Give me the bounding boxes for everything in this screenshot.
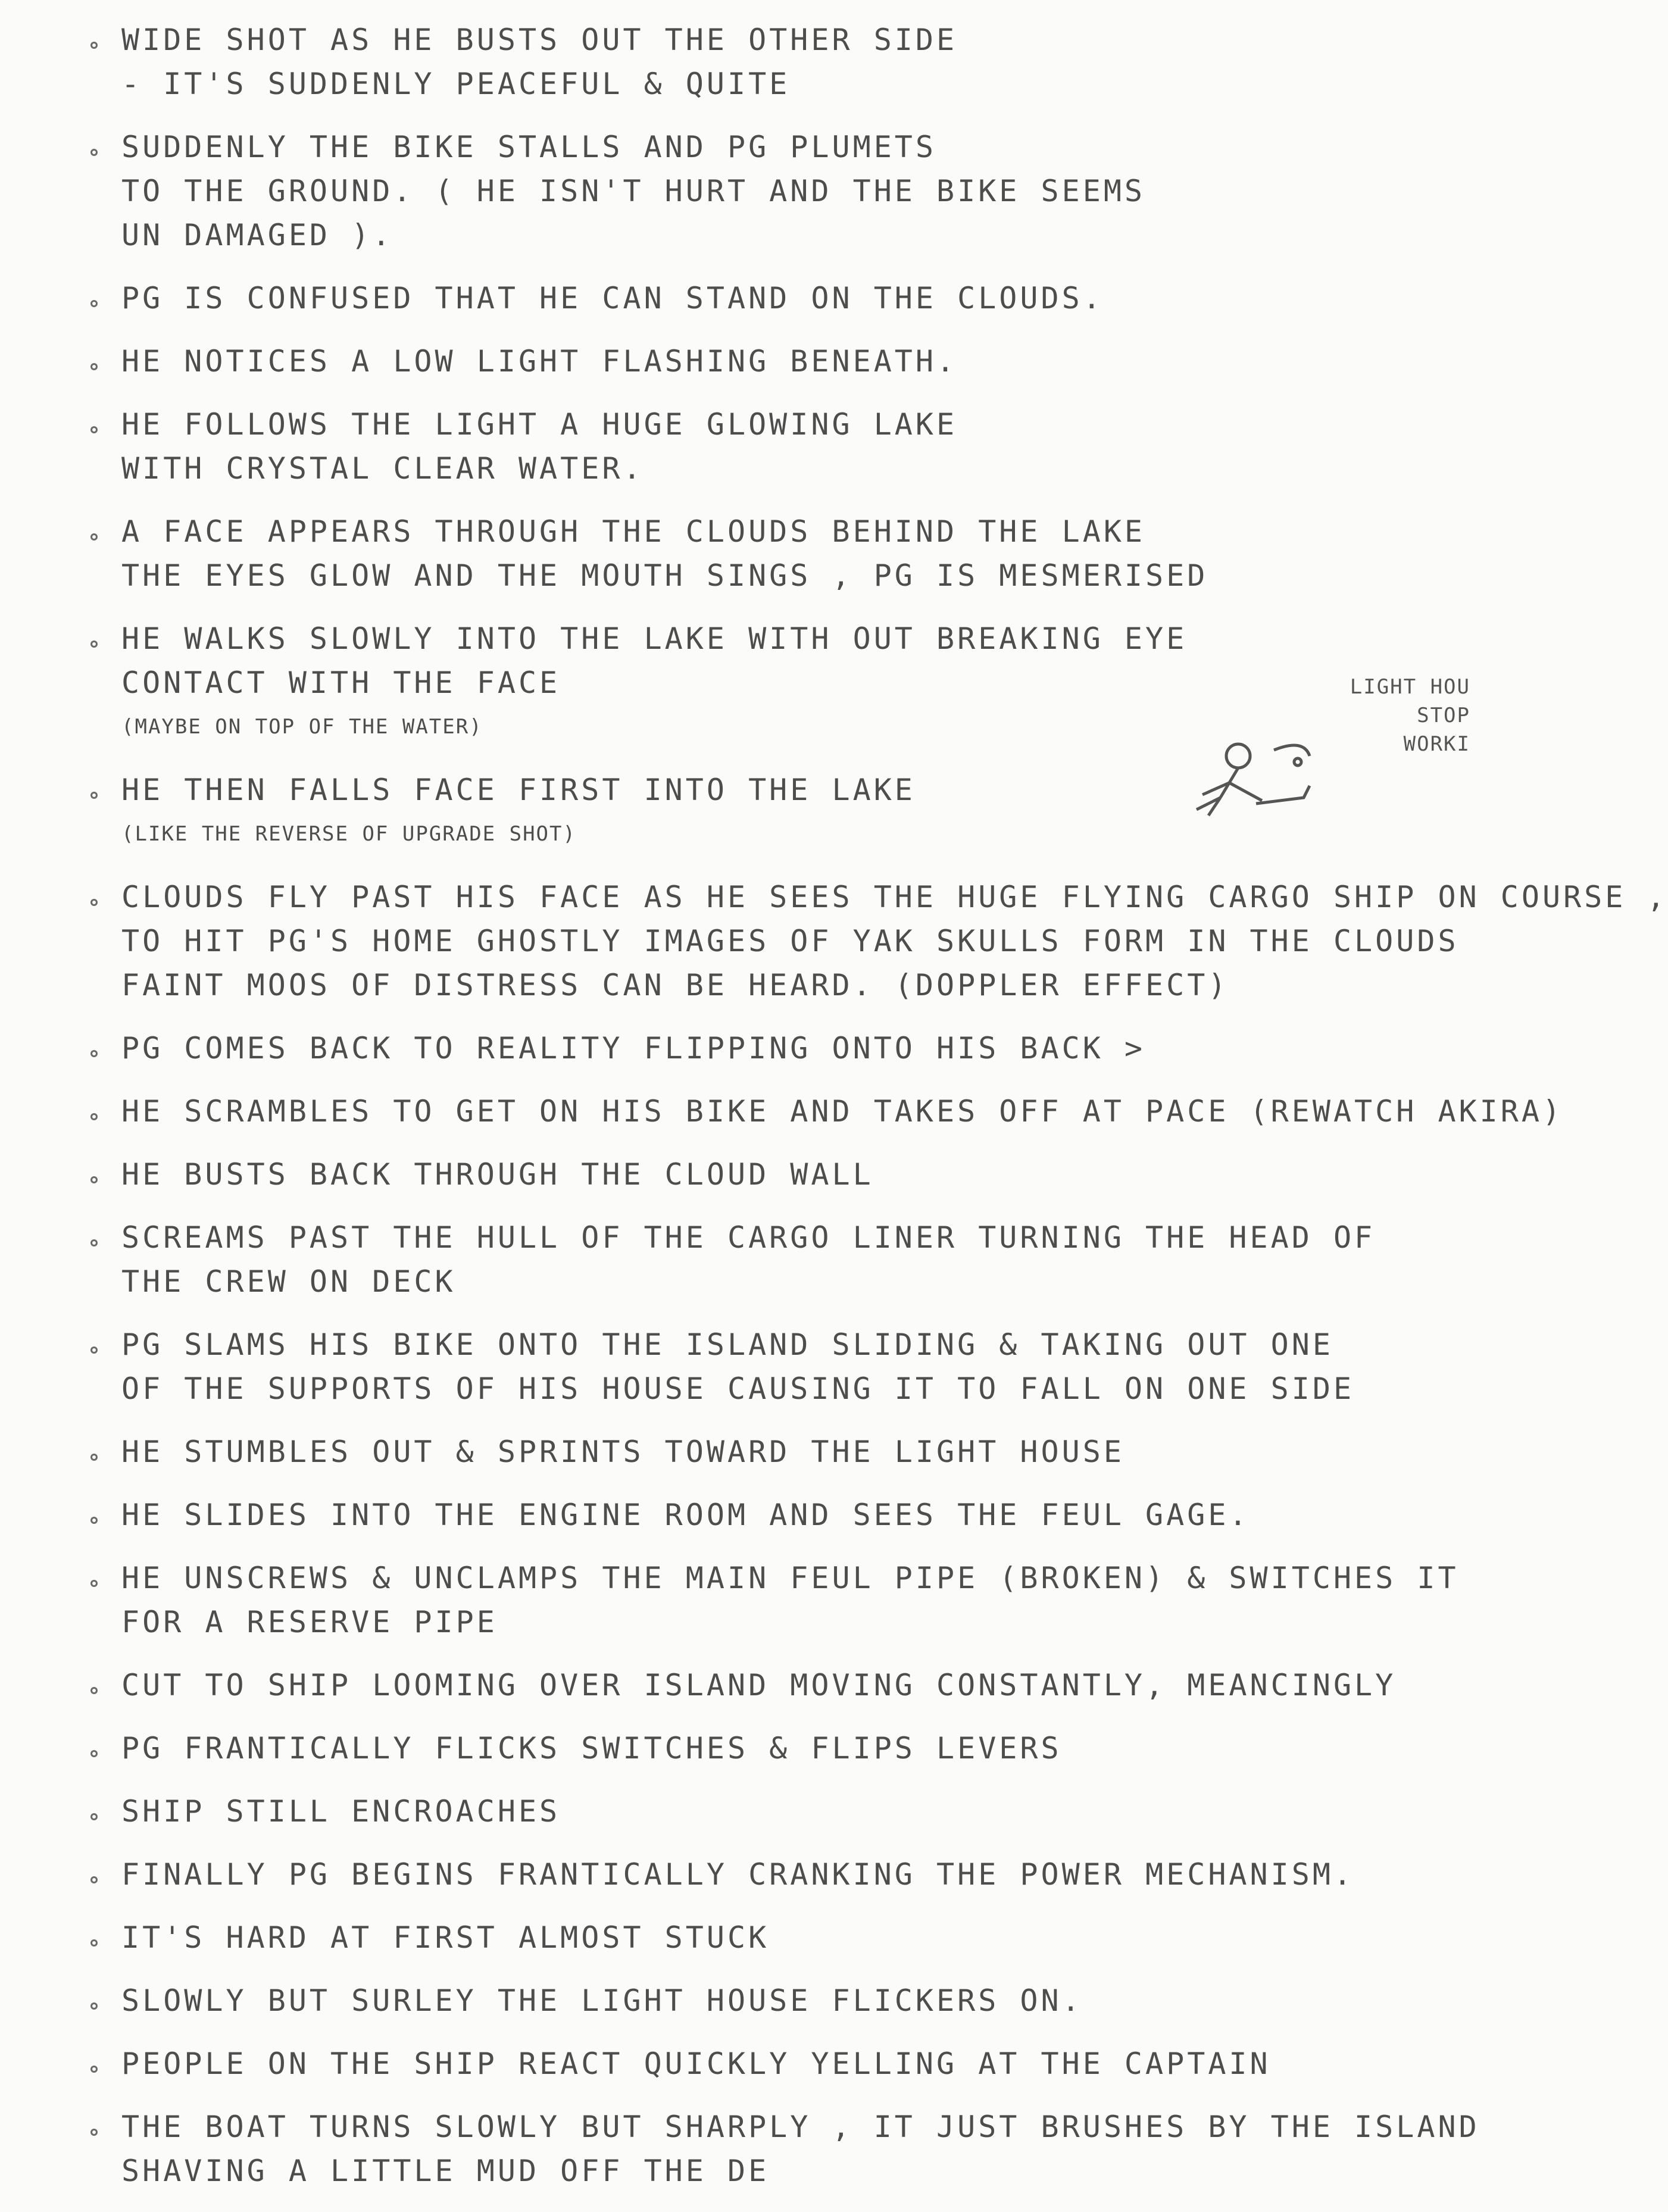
- bullet-point: [90, 1687, 98, 1694]
- note-line: IT'S HARD AT FIRST ALMOST STUCK: [121, 1920, 770, 1955]
- note-item: [83, 1430, 1453, 1474]
- note-item: [83, 2105, 1480, 2193]
- bullet-point: [90, 2002, 98, 2010]
- note-line: TO HIT PG'S HOME GHOSTLY IMAGES OF YAK SKULLS FORM IN THE CLOUDS: [121, 924, 1459, 958]
- note-item: [83, 1916, 1453, 1960]
- note-line: FOR A RESERVE PIPE: [121, 1605, 498, 1639]
- note-item: [83, 1323, 1453, 1411]
- note-line: FINALLY PG BEGINS FRANTICALLY CRANKING THE POWER MECHANISM.: [121, 1857, 1355, 1892]
- note-line: PG COMES BACK TO REALITY FLIPPING ONTO HIS BACK >: [121, 1031, 1146, 1066]
- note-line: HE WALKS SLOWLY INTO THE LAKE WITH OUT BREAKING EYE: [121, 621, 1188, 656]
- note-item: [83, 125, 1453, 257]
- bullet-point: [90, 1346, 98, 1354]
- note-item: [83, 617, 1453, 749]
- note-line: SHIP STILL ENCROACHES: [121, 1794, 561, 1829]
- note-item: [83, 875, 1668, 1007]
- note-item: [83, 339, 1453, 383]
- bullet-point: [90, 899, 98, 906]
- note-line: SHAVING A LITTLE MUD OFF THE DE: [121, 2154, 770, 2188]
- note-item: [83, 1216, 1453, 1304]
- note-line: PG FRANTICALLY FLICKS SWITCHES & FLIPS LEVERS: [121, 1731, 1062, 1766]
- note-line: WIDE SHOT AS HE BUSTS OUT THE OTHER SIDE: [121, 23, 958, 57]
- note-item: [83, 18, 1453, 106]
- stick-figure-sketch: [1185, 738, 1316, 824]
- note-aside: (LIKE THE REVERSE OF UPGRADE SHOT): [121, 822, 576, 846]
- bullet-point: [90, 1176, 98, 1183]
- note-line: HE BUSTS BACK THROUGH THE CLOUD WALL: [121, 1157, 874, 1192]
- note-item: [83, 1089, 1564, 1133]
- note-item: [83, 1152, 1453, 1196]
- bullet-point: [90, 1050, 98, 1057]
- note-item: [83, 510, 1453, 598]
- margin-note: LIGHT HOU STOP WORKI: [1350, 675, 1470, 756]
- note-aside: (MAYBE ON TOP OF THE WATER): [121, 715, 483, 739]
- note-line: PG IS CONFUSED THAT HE CAN STAND ON THE CLOUDS.: [121, 281, 1104, 315]
- note-item: [83, 2042, 1453, 2086]
- bullet-point: [90, 641, 98, 648]
- note-item: [83, 1556, 1459, 1644]
- note-item: [83, 1026, 1453, 1070]
- note-line: HE SLIDES INTO THE ENGINE ROOM AND SEES THE FEUL GAGE.: [121, 1498, 1250, 1532]
- bullet-point: [90, 1750, 98, 1757]
- note-line: HE STUMBLES OUT & SPRINTS TOWARD THE LIGHT HOUSE: [121, 1435, 1125, 1469]
- bullet-point: [90, 533, 98, 540]
- bullet-point: [90, 300, 98, 307]
- note-line: - IT'S SUDDENLY PEACEFUL & QUITE: [121, 67, 791, 101]
- bullet-point: [90, 149, 98, 156]
- note-line: THE EYES GLOW AND THE MOUTH SINGS , PG IS MESMERISED: [121, 558, 1208, 593]
- note-line: TO THE GROUND. ( HE ISN'T HURT AND THE BIKE SEEMS: [121, 174, 1146, 208]
- bullet-point: [90, 363, 98, 370]
- note-line: A FACE APPEARS THROUGH THE CLOUDS BEHIND THE LAKE: [121, 514, 1146, 549]
- bullet-point: [90, 426, 98, 433]
- note-line: HE THEN FALLS FACE FIRST INTO THE LAKE: [121, 773, 916, 807]
- bullet-point: [90, 1113, 98, 1120]
- note-item: [83, 276, 1453, 320]
- note-item: [83, 1726, 1453, 1770]
- bullet-point: [90, 1939, 98, 1947]
- note-line: WITH CRYSTAL CLEAR WATER.: [121, 451, 644, 486]
- bullet-point: [90, 1813, 98, 1820]
- note-line: SLOWLY BUT SURLEY THE LIGHT HOUSE FLICKERS ON.: [121, 1983, 1083, 2018]
- note-line: PG SLAMS HIS BIKE ONTO THE ISLAND SLIDING & TAKING OUT ONE: [121, 1327, 1333, 1362]
- bullet-point: [90, 1876, 98, 1883]
- note-item: [83, 1493, 1453, 1537]
- note-line: CLOUDS FLY PAST HIS FACE AS HE SEES THE HUGE FLYING CARGO SHIP ON COURSE ,: [121, 880, 1668, 914]
- bullet-point: [90, 1239, 98, 1246]
- note-item: [83, 402, 1453, 490]
- bullet-point: [90, 1580, 98, 1587]
- note-line: HE SCRAMBLES TO GET ON HIS BIKE AND TAKES OFF AT PACE (REWATCH AKIRA): [121, 1094, 1564, 1129]
- note-line: OF THE SUPPORTS OF HIS HOUSE CAUSING IT TO FALL ON ONE SIDE: [121, 1371, 1355, 1406]
- bullet-point: [90, 42, 98, 49]
- bullet-point: [90, 1517, 98, 1524]
- note-item: [83, 1852, 1453, 1897]
- storyboard-notes: [83, 18, 1668, 2212]
- note-item: [83, 1663, 1453, 1707]
- bullet-point: [90, 1454, 98, 1461]
- bullet-point: [90, 2129, 98, 2136]
- note-line: SUDDENLY THE BIKE STALLS AND PG PLUMETS: [121, 130, 936, 164]
- note-line: UN DAMAGED ).: [121, 218, 393, 252]
- note-line: FAINT MOOS OF DISTRESS CAN BE HEARD. (DOPPLER EFFECT): [121, 968, 1229, 1002]
- note-line: THE BOAT TURNS SLOWLY BUT SHARPLY , IT JUST BRUSHES BY THE ISLAND: [121, 2110, 1480, 2144]
- note-line: SCREAMS PAST THE HULL OF THE CARGO LINER TURNING THE HEAD OF: [121, 1220, 1376, 1255]
- note-line: HE UNSCREWS & UNCLAMPS THE MAIN FEUL PIPE (BROKEN) & SWITCHES IT: [121, 1561, 1459, 1595]
- note-line: HE NOTICES A LOW LIGHT FLASHING BENEATH.: [121, 344, 958, 379]
- note-line: CUT TO SHIP LOOMING OVER ISLAND MOVING CONSTANTLY, MEANCINGLY: [121, 1668, 1397, 1702]
- note-line: HE FOLLOWS THE LIGHT A HUGE GLOWING LAKE: [121, 407, 958, 442]
- note-line: THE CREW ON DECK: [121, 1264, 456, 1299]
- note-item: [83, 1789, 1453, 1833]
- note-line: CONTACT WITH THE FACE: [121, 666, 561, 700]
- note-item: [83, 1979, 1453, 2023]
- bullet-point: [90, 792, 98, 799]
- bullet-point: [90, 2066, 98, 2073]
- note-line: PEOPLE ON THE SHIP REACT QUICKLY YELLING AT THE CAPTAIN: [121, 2047, 1271, 2081]
